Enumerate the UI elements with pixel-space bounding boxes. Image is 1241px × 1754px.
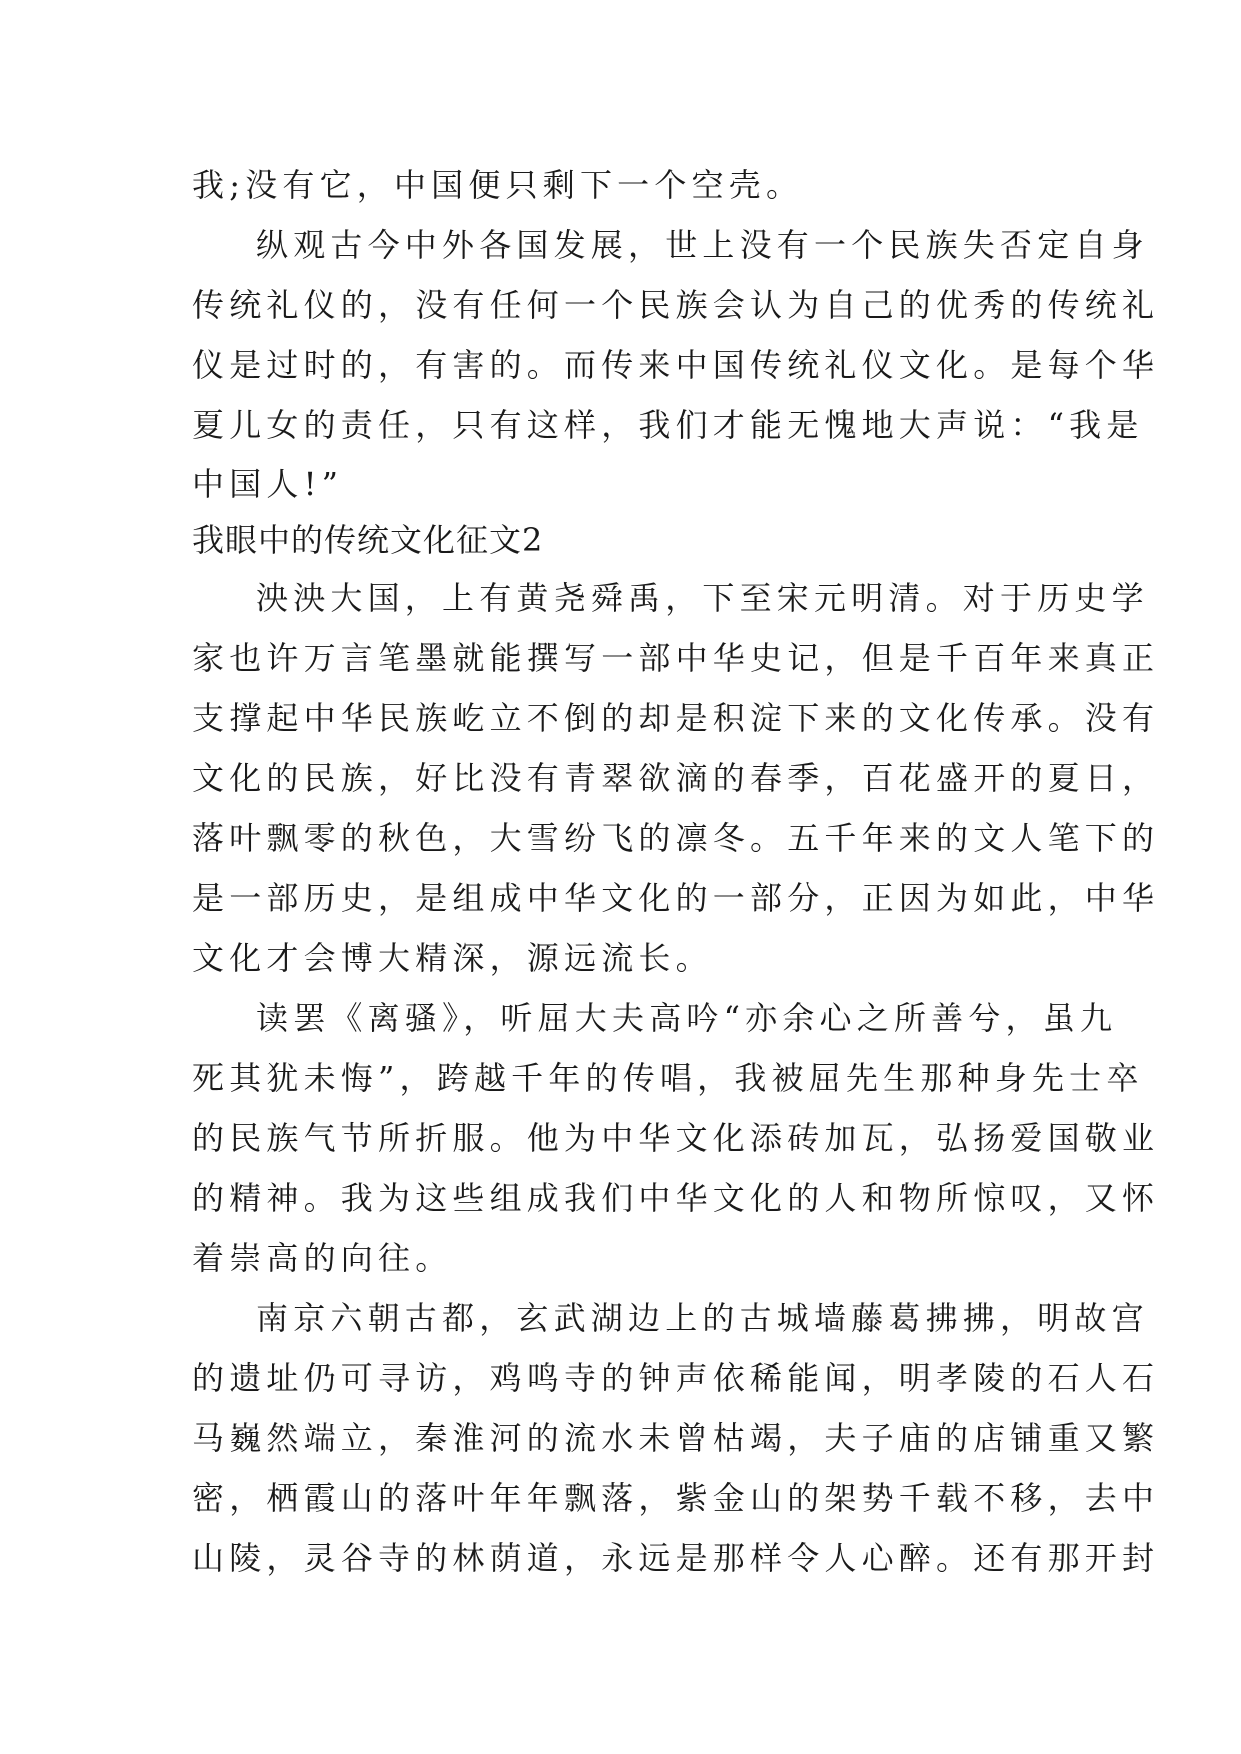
text-line: 中国人!”: [192, 465, 344, 503]
paragraph-first-line: 南京六朝古都，玄武湖边上的古城墙藤葛拂拂，明故宫: [256, 1299, 1149, 1337]
text-line: 死其犹未悔”，跨越千年的传唱，我被屈先生那种身先士卒: [192, 1059, 1144, 1097]
text-line: 的遗址仍可寻访，鸡鸣寺的钟声依稀能闻，明孝陵的石人石: [192, 1359, 1160, 1397]
text-line: 我;没有它，中国便只剩下一个空壳。: [192, 166, 804, 204]
text-line: 山陵，灵谷寺的林荫道，永远是那样令人心醉。还有那开封: [192, 1539, 1160, 1577]
text-line: 是一部历史，是组成中华文化的一部分，正因为如此，中华: [192, 879, 1160, 917]
text-line: 传统礼仪的，没有任何一个民族会认为自己的优秀的传统礼: [192, 286, 1160, 324]
text-line: 密，栖霞山的落叶年年飘落，紫金山的架势千载不移，去中: [192, 1479, 1160, 1517]
text-line: 马巍然端立，秦淮河的流水未曾枯竭，夫子庙的店铺重又繁: [192, 1419, 1160, 1457]
paragraph-first-line: 泱泱大国，上有黄尧舜禹，下至宋元明清。对于历史学: [256, 579, 1149, 617]
text-line: 落叶飘零的秋色，大雪纷飞的凛冬。五千年来的文人笔下的: [192, 819, 1160, 857]
paragraph-first-line: 读罢《离骚》，听屈大夫高吟“亦余心之所善兮，虽九: [256, 999, 1118, 1037]
text-line: 文化的民族，好比没有青翠欲滴的春季，百花盛开的夏日，: [192, 759, 1160, 797]
text-line: 家也许万言笔墨就能撰写一部中华史记，但是千百年来真正: [192, 639, 1160, 677]
paragraph-first-line: 纵观古今中外各国发展，世上没有一个民族失否定自身: [256, 226, 1149, 264]
text-line: 支撑起中华民族屹立不倒的却是积淀下来的文化传承。没有: [192, 699, 1160, 737]
text-line: 夏儿女的责任，只有这样，我们才能无愧地大声说：“我是: [192, 406, 1144, 444]
text-line: 仪是过时的，有害的。而传来中国传统礼仪文化。是每个华: [192, 346, 1160, 384]
section-title: 我眼中的传统文化征文2: [192, 521, 544, 559]
text-line: 着崇高的向往。: [192, 1239, 453, 1277]
text-line: 的精神。我为这些组成我们中华文化的人和物所惊叹，又怀: [192, 1179, 1160, 1217]
text-line: 文化才会博大精深，源远流长。: [192, 939, 713, 977]
text-line: 的民族气节所折服。他为中华文化添砖加瓦，弘扬爱国敬业: [192, 1119, 1160, 1157]
